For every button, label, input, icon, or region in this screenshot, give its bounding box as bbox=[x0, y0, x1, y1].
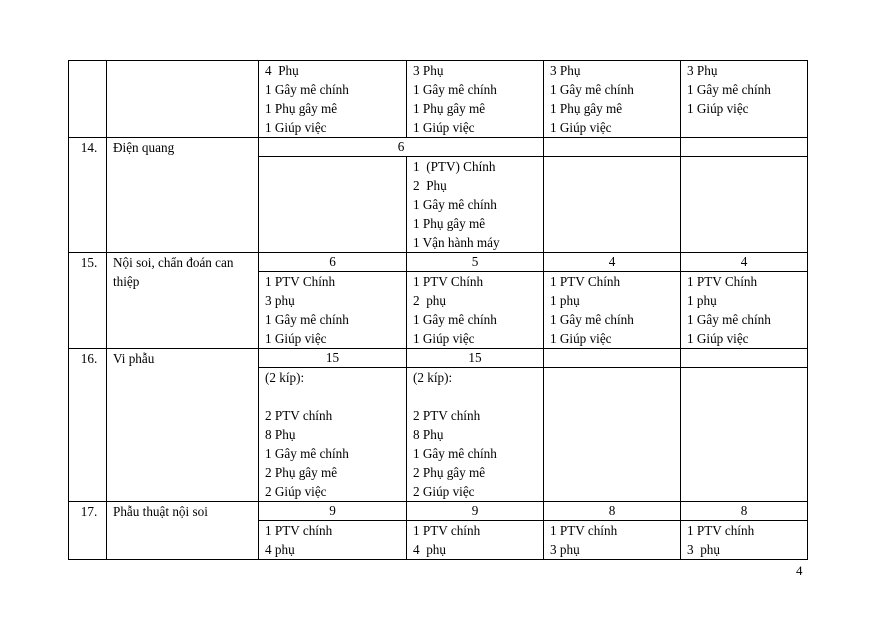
staff-line: 3 phụ bbox=[550, 542, 580, 557]
staff-line: 2 PTV chính bbox=[265, 408, 333, 423]
staff-line: 1 Gây mê chính bbox=[413, 82, 497, 97]
staff-line: 2 Giúp việc bbox=[265, 484, 327, 499]
staff-line: 4 Phụ bbox=[265, 63, 299, 78]
staff-line: 1 PTV Chính bbox=[687, 274, 758, 289]
staff-line: 1 phụ bbox=[550, 293, 580, 308]
staff-line: 1 PTV Chính bbox=[265, 274, 336, 289]
staff-line: 1 PTV chính bbox=[687, 523, 755, 538]
staff-line: 1 Giúp việc bbox=[413, 331, 475, 346]
staff-line: 2 PTV chính bbox=[413, 408, 481, 423]
staff-line: 1 Gây mê chính bbox=[550, 82, 634, 97]
row-number bbox=[69, 61, 107, 138]
staff-cell bbox=[407, 272, 544, 349]
staff-line: 3 Phụ bbox=[413, 63, 444, 78]
staff-cell bbox=[259, 157, 407, 253]
staff-line: 1 Phụ gây mê bbox=[265, 101, 338, 116]
staff-line: 2 Phụ gây mê bbox=[265, 465, 338, 480]
staff-line: 3 phụ bbox=[687, 542, 720, 557]
staff-count: 6 bbox=[259, 253, 407, 272]
staffing-table bbox=[68, 60, 808, 560]
staff-cell bbox=[681, 157, 808, 253]
staff-line: 1 Giúp việc bbox=[550, 120, 612, 135]
staff-line: 1 Giúp việc bbox=[265, 331, 327, 346]
staff-count: 15 bbox=[259, 349, 407, 368]
staff-count bbox=[681, 138, 808, 157]
staff-line: (2 kíp): bbox=[265, 370, 305, 385]
row-number: 15. bbox=[69, 253, 107, 349]
staff-count bbox=[544, 349, 681, 368]
staff-count: 5 bbox=[407, 253, 544, 272]
staff-cell bbox=[259, 368, 407, 502]
staff-line: 3 Phụ bbox=[550, 63, 581, 78]
staff-line: 2 Phụ bbox=[413, 178, 447, 193]
row-number: 17. bbox=[69, 502, 107, 560]
staff-cell bbox=[544, 157, 681, 253]
procedure-name: Điện quang bbox=[107, 138, 259, 253]
staff-line: 1 Phụ gây mê bbox=[413, 216, 486, 231]
staff-line: 1 PTV chính bbox=[550, 523, 618, 538]
table-row bbox=[69, 502, 808, 521]
staff-count: 4 bbox=[681, 253, 808, 272]
staff-line: 1 PTV chính bbox=[413, 523, 481, 538]
staff-cell bbox=[544, 61, 681, 138]
staff-line: 1 Gây mê chính bbox=[265, 82, 349, 97]
staff-count bbox=[544, 138, 681, 157]
staff-line: 1 Giúp việc bbox=[550, 331, 612, 346]
table-row bbox=[69, 253, 808, 272]
staff-cell bbox=[407, 61, 544, 138]
staff-line: (2 kíp): bbox=[413, 370, 453, 385]
staff-line: 1 Gây mê chính bbox=[413, 446, 497, 461]
staff-line bbox=[413, 387, 540, 406]
table-row bbox=[69, 61, 808, 138]
staff-line: 8 Phụ bbox=[413, 427, 444, 442]
staff-line: 8 Phụ bbox=[265, 427, 296, 442]
staff-cell bbox=[681, 272, 808, 349]
staff-cell bbox=[407, 368, 544, 502]
staff-line: 2 phụ bbox=[413, 293, 446, 308]
staff-line: 1 Gây mê chính bbox=[413, 312, 497, 327]
staff-line: 1 PTV Chính bbox=[413, 274, 484, 289]
staff-line: 4 phụ bbox=[265, 542, 295, 557]
staff-line: 1 Phụ gây mê bbox=[413, 101, 486, 116]
staff-line: 1 Giúp việc bbox=[265, 120, 327, 135]
staff-line bbox=[265, 387, 403, 406]
row-number: 14. bbox=[69, 138, 107, 253]
staff-count: 15 bbox=[407, 349, 544, 368]
staff-cell bbox=[259, 272, 407, 349]
staff-line: 1 Gây mê chính bbox=[413, 197, 497, 212]
staff-count: 9 bbox=[259, 502, 407, 521]
staff-line: 1 Phụ gây mê bbox=[550, 101, 623, 116]
staff-line: 4 phụ bbox=[413, 542, 446, 557]
procedure-name: Nội soi, chẩn đoán can thiệp bbox=[107, 253, 259, 349]
page-number: 4 bbox=[796, 563, 803, 578]
staff-count: 9 bbox=[407, 502, 544, 521]
staff-cell bbox=[544, 368, 681, 502]
staff-line: 1 Gây mê chính bbox=[550, 312, 634, 327]
table-row bbox=[69, 138, 808, 157]
staff-count: 4 bbox=[544, 253, 681, 272]
row-number: 16. bbox=[69, 349, 107, 502]
staff-cell bbox=[681, 368, 808, 502]
staff-line: 1 Gây mê chính bbox=[265, 312, 349, 327]
staff-line: 3 Phụ bbox=[687, 63, 718, 78]
staff-line: 1 Gây mê chính bbox=[265, 446, 349, 461]
staff-count: 6 bbox=[259, 138, 544, 157]
staff-line: 1 Giúp việc bbox=[413, 120, 475, 135]
staff-cell bbox=[681, 61, 808, 138]
staff-count: 8 bbox=[681, 502, 808, 521]
staff-cell bbox=[407, 521, 544, 560]
staff-line: 1 PTV chính bbox=[265, 523, 333, 538]
staff-cell bbox=[681, 521, 808, 560]
staff-line: 1 Gây mê chính bbox=[687, 82, 771, 97]
staff-cell bbox=[544, 521, 681, 560]
staff-line: 1 Vận hành máy bbox=[413, 235, 500, 250]
staff-line: 2 Phụ gây mê bbox=[413, 465, 486, 480]
table-row bbox=[69, 349, 808, 368]
staff-line: 1 Gây mê chính bbox=[687, 312, 771, 327]
staff-line: 2 Giúp việc bbox=[413, 484, 475, 499]
staff-count: 8 bbox=[544, 502, 681, 521]
procedure-name: Phẫu thuật nội soi bbox=[107, 502, 259, 560]
staff-cell bbox=[544, 272, 681, 349]
procedure-name bbox=[107, 61, 259, 138]
staff-count bbox=[681, 349, 808, 368]
staff-cell bbox=[407, 157, 544, 253]
staff-line: 1 Giúp việc bbox=[687, 331, 749, 346]
staff-line: 1 (PTV) Chính bbox=[413, 159, 496, 174]
staff-line: 3 phụ bbox=[265, 293, 295, 308]
staff-line: 1 phụ bbox=[687, 293, 717, 308]
staff-cell bbox=[259, 61, 407, 138]
staff-line: 1 PTV Chính bbox=[550, 274, 621, 289]
staff-line: 1 Giúp việc bbox=[687, 101, 749, 116]
procedure-name: Vi phẫu bbox=[107, 349, 259, 502]
staff-cell bbox=[259, 521, 407, 560]
